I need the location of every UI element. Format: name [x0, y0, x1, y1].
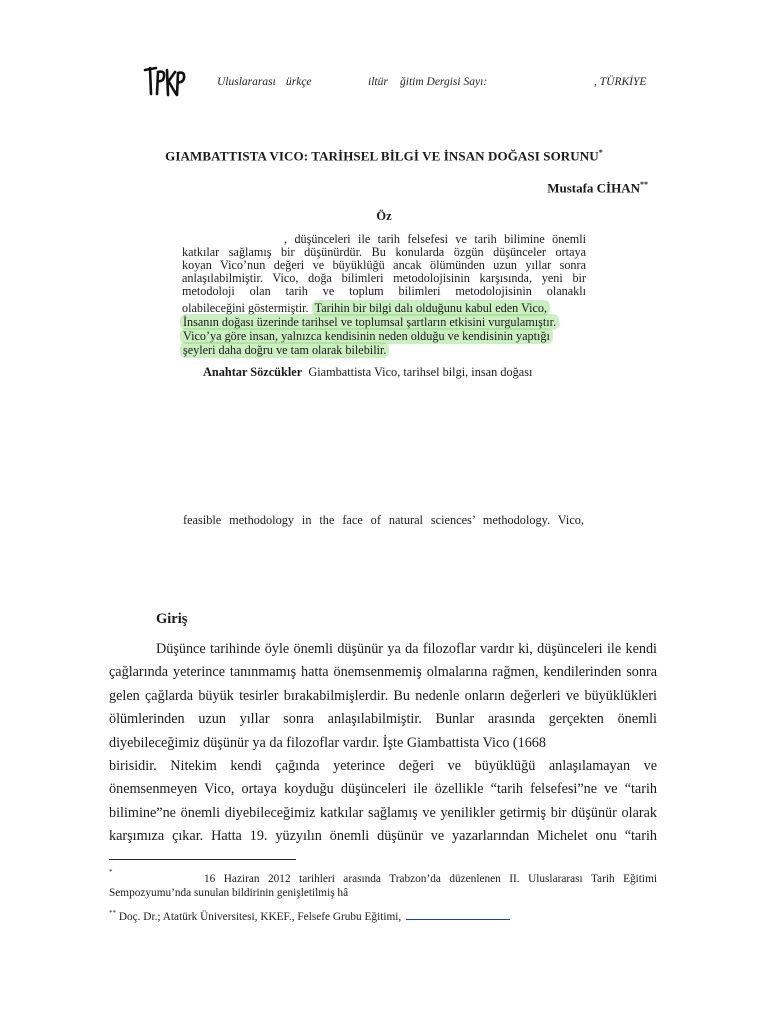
abstract-line: metodoloji olan tarih ve toplum bilimleri metodolojisinin olanaklı [182, 285, 586, 298]
title-footnote-mark: * [598, 148, 603, 157]
body-line: ölümlerinden uzun yıllar sonra anlaşılabilmiştir. Bunlar arasında gerçekten önemli [109, 711, 657, 727]
author-footnote-mark: ** [640, 180, 648, 189]
abstract-line [180, 344, 584, 357]
keywords-label: Anahtar Sözcükler [203, 365, 303, 379]
journal-country: , TÜRKİYE [594, 76, 647, 88]
abstract-line: koyan Vico’nun değeri ve büyüklüğü ancak ölümünden uzun yıllar sonra [182, 259, 586, 272]
footnote-2: ** Doç. Dr.; Atatürk Üniversitesi, KKEF., Felsefe Grubu Eğitimi, [109, 907, 510, 923]
keywords-text: Giambattista Vico, tarihsel bilgi, insan doğası [308, 365, 533, 379]
keywords [203, 365, 532, 380]
footnote-separator [109, 859, 296, 860]
journal-logo [143, 64, 187, 100]
footnote-1-line: 16 Haziran 2012 tarihleri arasında Trabzon’da düzenlenen II. Uluslararası Tarih Eğitimi [204, 873, 657, 885]
highlighted-text: İnsanın doğası üzerinde tarihsel ve toplumsal şartların etkisini vurgulamıştır. [180, 314, 559, 330]
email-link[interactable] [406, 907, 510, 920]
body-line: birisidir. Nitekim kendi çağında yeterince değeri ve büyüklüğü anlaşılamayan ve [109, 758, 657, 774]
footnote-1-line: Sempozyumu’nda sunulan bildirinin genişletilmiş hâ [109, 887, 349, 899]
body-line: Düşünce tarihinde öyle önemli düşünür ya da filozoflar vardır ki, düşünceleri ile kendi [156, 641, 657, 657]
abstract-heading: Öz [376, 209, 392, 223]
highlighted-text: Vico’ya göre insan, yalnızca kendisinin neden olduğu ve kendisinin yaptığı [180, 328, 553, 344]
body-line: bilimine”ne önemli diyebileceğimiz katkılar sağlamış ve yenilikler getirmiş bir düşünür olarak [109, 805, 657, 821]
body-line: karşımıza çıkar. Hatta 19. yüzyılın önemli düşünür ve yazarlarından Michelet onu “tarih [109, 828, 657, 844]
body-line: çağlarında yeterince tanınmamış hatta önemsenmemiş olmalarına rağmen, kendilerinden sonra [109, 664, 657, 680]
abstract-line: , düşünceleri ile tarih felsefesi ve tarih bilimine önemli [284, 233, 586, 246]
abstract-line: olabileceğini göstermiştir. Tarihin bir bilgi dalı olduğunu kabul eden Vico, [182, 302, 586, 315]
footnote-mark: * [109, 868, 113, 876]
highlighted-text: şeyleri daha doğru ve tam olarak bilebilir. [180, 342, 389, 358]
abstract-line: anlaşılabilmiştir. Vico, doğa bilimleri metodolojisinin karşısında, yeni bir [182, 272, 586, 285]
journal-name-part: iltür [368, 76, 388, 88]
highlighted-text: Tarihin bir bilgi dalı olduğunu kabul eden Vico, [312, 300, 550, 316]
abstract-line: katkılar sağlamış bir düşünürdür. Bu konularda özgün düşünceler ortaya [182, 246, 586, 259]
journal-name-part: Uluslararası [217, 76, 276, 88]
intro-heading: Giriş [156, 611, 188, 627]
body-line: diyebileceğimiz düşünür ya da filozoflar vardır. İşte Giambattista Vico (1668 [109, 735, 546, 751]
journal-issue-label: ğitim Dergisi Sayı: [400, 76, 488, 88]
body-line: gelen çağlarda büyük tesirler bırakabilmişlerdir. Bu nedenle onların değerleri ve büyüklükleri [109, 688, 657, 704]
body-line: önemsenmeyen Vico, ortaya koyduğu düşünceleri ile özellikle “tarih felsefesi”ne ve “tarih [109, 781, 657, 797]
journal-name-part: ürkçe [286, 76, 312, 88]
article-author: Mustafa CİHAN** [547, 180, 648, 196]
footnote-mark: ** [109, 909, 116, 918]
english-abstract-line: feasible methodology in the face of natural sciences’ methodology. Vico, [183, 513, 584, 527]
article-title: GIAMBATTISTA VICO: TARİHSEL BİLGİ VE İNSAN DOĞASI SORUNU* [165, 148, 603, 164]
